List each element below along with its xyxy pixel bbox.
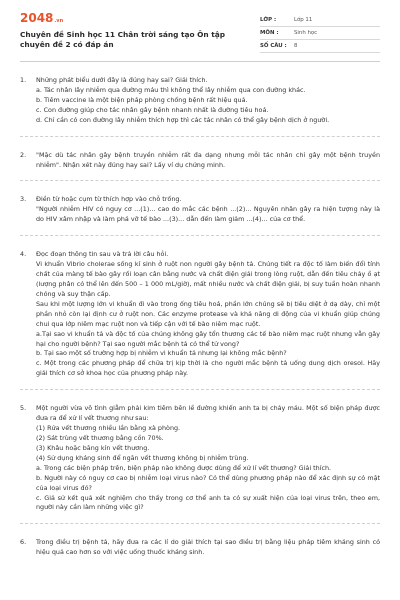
- question-5: [20, 404, 380, 513]
- question-divider: [20, 235, 380, 236]
- question-line: Sau khi một lượng lớn vi khuẩn đi vào trong ống tiêu hoá, phần lớn chúng sẽ bị tiêu diệt ở dạ dày, chỉ một phần nhỏ còn lại định cư ở ruột non. Các enzyme protease và khả năng di động của vi khuẩn giúp chúng chui qua lớp niêm mạc ruột non và tiếp cận với tế bào niêm mạc ruột.: [36, 299, 380, 328]
- question-number: 4.: [20, 250, 27, 259]
- meta-value: Sinh học: [294, 29, 318, 36]
- question-divider: [20, 180, 380, 181]
- document-title: Chuyên đề Sinh học 11 Chân trời sáng tạo Ôn tập chuyên đề 2 có đáp án: [20, 30, 226, 49]
- question-number: 6.: [20, 538, 27, 547]
- question-3: [20, 195, 380, 225]
- question-number: 3.: [20, 195, 27, 204]
- meta-row-class: [260, 14, 380, 27]
- meta-row-subject: [260, 27, 380, 40]
- question-body: [36, 195, 380, 225]
- question-line: (4) Sử dụng kháng sinh để ngăn vết thương không bị nhiễm trùng.: [36, 453, 249, 462]
- question-line: d. Chỉ cần có con đường lây nhiễm thích hợp thì các tác nhân có thể gây bệnh dịch ở người.: [36, 115, 330, 124]
- question-line: b. Người này có nguy cơ cao bị nhiễm loại virus nào? Có thể dùng phương pháp nào để xác định sự có mặt của loại virus đó?: [36, 473, 380, 492]
- question-divider: [20, 136, 380, 137]
- question-line: "Người nhiễm HIV có nguy cơ ...(1)... cao do mắc các bệnh ...(2)... Nguyên nhân gây ra hiện tượng này là do HIV xâm nhập và làm phá vỡ tế bào ...(3)... dẫn đến làm giảm ...(4)... của cơ thể.: [36, 205, 380, 224]
- brand-block: [20, 12, 250, 50]
- meta-row-count: [260, 40, 380, 53]
- meta-label: LỚP :: [260, 16, 277, 23]
- question-body: [36, 76, 380, 126]
- question-number: 1.: [20, 76, 27, 84]
- question-line: Trong điều trị bệnh tả, hãy đưa ra các lí do giải thích tại sao điều trị bằng liệu pháp tiêm kháng sinh có hiệu quả cao hơn so với việc uống thuốc kháng sinh.: [36, 538, 380, 557]
- meta-label: SỐ CÂU :: [260, 42, 287, 49]
- meta-label: MÔN :: [260, 29, 279, 36]
- question-line: a. Tác nhân lây nhiễm qua đường máu thì không thể lây nhiễm qua con đường khác.: [36, 85, 306, 94]
- question-line: Những phát biểu dưới đây là đúng hay sai? Giải thích.: [36, 76, 208, 84]
- question-line: a. Trong các biện pháp trên, biện pháp nào không được dùng để xử lí vết thương? Giải thích.: [36, 463, 332, 472]
- question-number: 5.: [20, 404, 27, 413]
- question-body: [36, 404, 380, 513]
- question-list: [20, 76, 380, 558]
- question-6: [20, 538, 380, 558]
- question-line: Điền từ hoặc cụm từ thích hợp vào chỗ trống.: [36, 195, 182, 204]
- meta-value: 8: [294, 42, 298, 49]
- document-header: [20, 12, 380, 53]
- question-divider: [20, 523, 380, 524]
- question-2: [20, 151, 380, 171]
- question-body: [36, 151, 380, 171]
- question-body: [36, 250, 380, 379]
- question-line: (2) Sát trùng vết thương bằng cồn 70%.: [36, 433, 164, 442]
- question-body: [36, 538, 380, 558]
- site-logo[interactable]: 2048.vn: [20, 11, 64, 25]
- question-1: [20, 76, 380, 126]
- question-line: (3) Khâu hoặc băng kín vết thương.: [36, 443, 150, 452]
- question-line: c. Con đường giúp cho tác nhân gây bệnh nhanh nhất là đường tiêu hoá.: [36, 105, 269, 114]
- question-line: a.Tại sao vi khuẩn tả và độc tố của chúng không gây tổn thương các tế bào niêm mạc ruột nhưng vẫn gây hại cho người bệnh? Tại sao người mắc bệnh tả có thể tử vong?: [36, 329, 380, 348]
- meta-value: Lớp 11: [294, 16, 313, 23]
- question-line: Một người vừa vô tình giẫm phải kim tiêm bên lề đường khiến anh ta bị chảy máu. Một số biện pháp được đưa ra để xử lí vết thương như sau:: [36, 404, 380, 423]
- header-divider: [20, 61, 380, 62]
- question-line: b. Tại sao một số trường hợp bị nhiễm vi khuẩn tả nhưng lại không mắc bệnh?: [36, 349, 287, 358]
- question-line: (1) Rửa vết thương nhiều lần bằng xà phòng.: [36, 424, 181, 433]
- question-4: [20, 250, 380, 379]
- question-line: b. Tiêm vaccine là một biện pháp phòng chống bệnh rất hiệu quả.: [36, 95, 248, 104]
- question-line: c. Một trong các phương pháp để chữa trị kịp thời là cho người mắc bệnh tả uống dung dịch oresol. Hãy giải thích cơ sở khoa học của phương pháp này.: [36, 359, 380, 378]
- question-line: "Mặc dù tác nhân gây bệnh truyền nhiễm rất đa dạng nhưng mỗi tác nhân chỉ gây một bệnh truyền nhiễm". Nhận xét này đúng hay sai? Lấy ví dụ chứng minh.: [36, 150, 380, 169]
- question-divider: [20, 389, 380, 390]
- question-line: Vi khuẩn Vibrio cholerae sống kí sinh ở ruột non người gây bệnh tả. Chúng tiết ra độc tố làm biến đổi tính chất của màng tế bào gây rối loạn cân bằng nước và chất điện giải trong lòng ruột, dẫn đến tiêu chảy ồ ạt (lượng phân có thể lên đến 500 – 1 000 mL/giờ), mất nhiều nước và chất điện giải, bị suy tuần hoàn nhanh chóng và suy thận cấp.: [36, 260, 380, 298]
- question-number: 2.: [20, 150, 27, 159]
- question-line: Đọc đoạn thông tin sau và trả lời câu hỏi.: [36, 250, 169, 259]
- question-line: c. Giả sử kết quả xét nghiệm cho thấy trong cơ thể anh ta có sự xuất hiện của loại virus trên, theo em, người này cần làm những việc gì?: [36, 493, 380, 512]
- document-meta: [260, 14, 380, 53]
